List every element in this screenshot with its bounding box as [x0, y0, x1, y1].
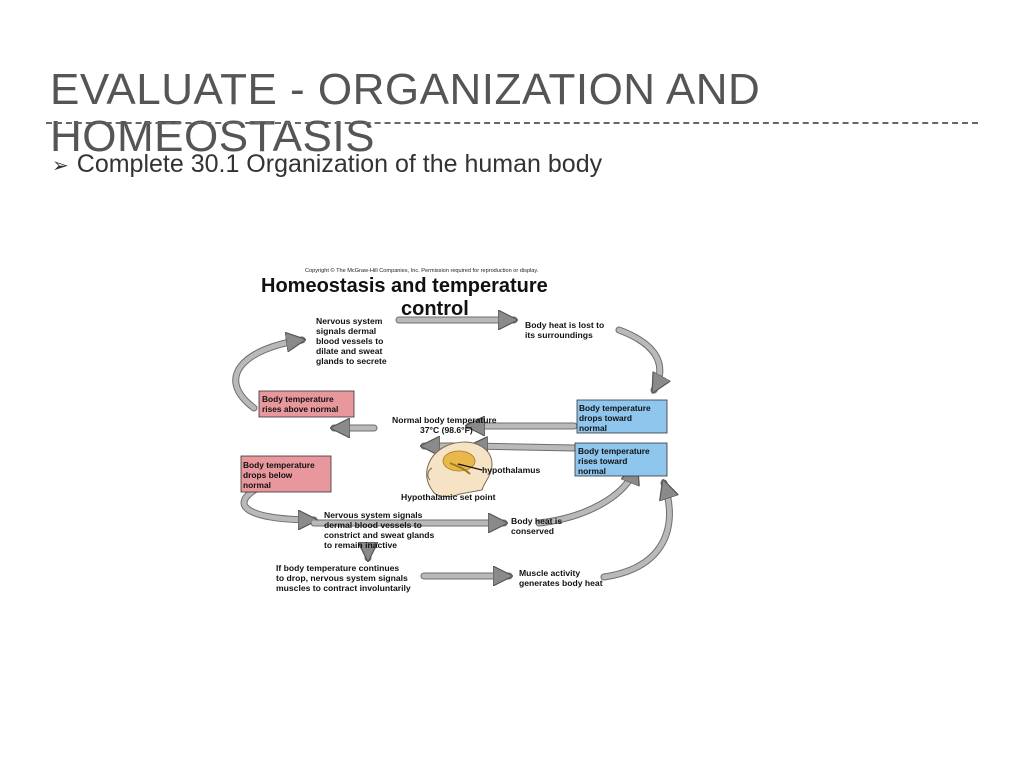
label-set-point: Hypothalamic set point: [401, 492, 496, 502]
continues-drop-line: muscles to contract involuntarily: [276, 583, 411, 593]
continues-drop-line: If body temperature continues: [276, 563, 400, 573]
homeostasis-diagram: [214, 258, 684, 603]
heat-lost-line: its surroundings: [525, 330, 593, 340]
label-nervous-constrict: [324, 510, 437, 550]
drops-below-line: normal: [243, 480, 271, 490]
drops-toward-line: drops toward: [579, 413, 633, 423]
nervous-dilate-line: signals dermal: [316, 326, 377, 336]
drops-toward-line: Body temperature: [579, 403, 651, 413]
normal-temp-line: 37°C (98.6°F): [420, 425, 473, 435]
slide-title: EVALUATE - ORGANIZATION AND HOMEOSTASIS: [50, 65, 761, 161]
drops-below-line: Body temperature: [243, 460, 315, 470]
nervous-constrict-line: Nervous system signals: [324, 510, 423, 520]
heat-lost-line: Body heat is lost to: [525, 320, 605, 330]
rises-toward-line: rises toward: [578, 456, 628, 466]
label-heat-conserved: [511, 516, 565, 536]
heat-conserved-line: Body heat is: [511, 516, 563, 526]
nervous-dilate-line: glands to secrete: [316, 356, 387, 366]
nervous-constrict-line: constrict and sweat glands: [324, 530, 435, 540]
drops-toward-line: normal: [579, 423, 607, 433]
label-nervous-dilate: [316, 316, 387, 366]
label-rises-above: [262, 394, 338, 414]
rises-toward-line: normal: [578, 466, 606, 476]
nervous-dilate-line: dilate and sweat: [316, 346, 383, 356]
rises-above-line: Body temperature: [262, 394, 334, 404]
label-muscle-activity: [519, 568, 603, 588]
muscle-activity-line: generates body heat: [519, 578, 603, 588]
title-divider: [46, 122, 978, 124]
nervous-constrict-line: to remain inactive: [324, 540, 398, 550]
nervous-constrict-line: dermal blood vessels to: [324, 520, 422, 530]
diagram-title-line1: Homeostasis and temperature: [261, 275, 548, 297]
diagram-title-line2: control: [401, 298, 469, 320]
heat-conserved-line: conserved: [511, 526, 554, 536]
label-hypothalamus: hypothalamus: [482, 465, 541, 475]
arrow-bullet-icon: ➢: [52, 155, 69, 177]
nervous-dilate-line: blood vessels to: [316, 336, 384, 346]
copyright-text: Copyright © The McGraw-Hill Companies, Inc. Permission required for reproduction or display.: [305, 268, 539, 274]
continues-drop-line: to drop, nervous system signals: [276, 573, 408, 583]
rises-above-line: rises above normal: [262, 404, 339, 414]
muscle-activity-line: Muscle activity: [519, 568, 581, 578]
bullet-item: [52, 150, 602, 179]
bullet-text: Complete 30.1 Organization of the human body: [76, 150, 603, 178]
normal-temp-line: Normal body temperature: [392, 415, 497, 425]
label-continues-drop: [276, 563, 411, 593]
nervous-dilate-line: Nervous system: [316, 316, 383, 326]
label-heat-lost: [525, 320, 607, 340]
drops-below-line: drops below: [243, 470, 293, 480]
rises-toward-line: Body temperature: [578, 446, 650, 456]
